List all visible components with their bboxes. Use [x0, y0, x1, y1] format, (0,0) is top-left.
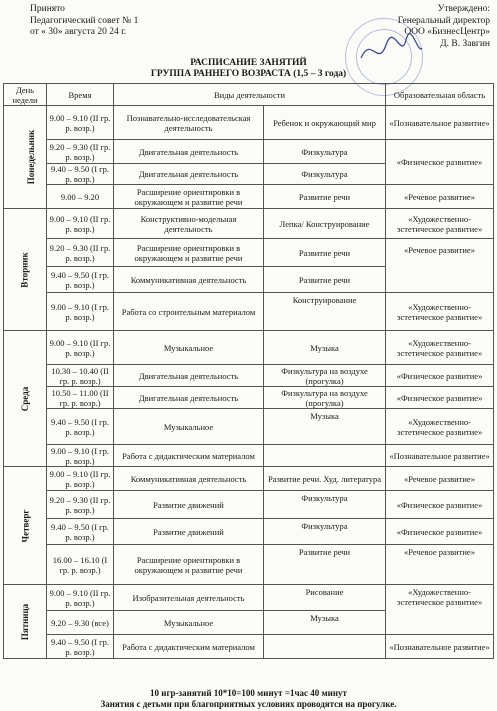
activity-cell: Музыкальное [114, 611, 264, 635]
area-cell: «Художественно-эстетическое развитие» [386, 293, 494, 331]
area-cell: «Физическое развитие» [386, 519, 494, 545]
activity-cell: Коммуникативная деятельность [114, 267, 264, 293]
time-cell: 9.00 – 9.10 (I гр. р. возр.) [47, 293, 114, 331]
table-header-row [4, 84, 494, 106]
activity-cell: Музыкальное [114, 331, 264, 365]
time-cell: 9.00 – 9.20 [47, 185, 114, 209]
subject-cell: Музыка [264, 331, 386, 365]
day-label: Понедельник [26, 129, 37, 185]
area-cell: «Познавательное развитие» [386, 635, 494, 659]
time-cell: 16.00 – 16.10 (I гр. р. возр.) [47, 545, 114, 585]
time-cell: 9.00 – 9.10 (II гр. р. возр.) [47, 467, 114, 491]
schedule-title: РАСПИСАНИЕ ЗАНЯТИЙ [190, 58, 307, 68]
subject-cell: Физкультура на воздухе (прогулка) [264, 387, 386, 409]
table-row [4, 467, 494, 491]
subject-cell: Развитие речи [264, 267, 386, 293]
subject-cell: Развитие речи [264, 185, 386, 209]
subject-cell: Физкультура [264, 164, 386, 185]
header-day: День недели [4, 84, 47, 106]
subject-cell [264, 445, 386, 467]
activity-cell: Работа с дидактическим материалом [114, 445, 264, 467]
time-cell: 9.00 – 9.10 (II гр. р. возр.) [47, 209, 114, 239]
table-row [4, 635, 494, 659]
activity-cell: Расширение ориентировки в окружающем и развитие речи [114, 185, 264, 209]
activity-cell: Музыкальное [114, 409, 264, 445]
header-time: Время [47, 84, 114, 106]
approval-line-2: Педагогический совет № 1 [30, 15, 139, 26]
time-cell: 9.40 – 9.50 (I гр. р. возр.) [47, 409, 114, 445]
subject-cell: Физкультура [264, 519, 386, 545]
time-cell: 9.20 – 9.30 (II гр. р. возр.) [47, 140, 114, 164]
subject-cell: Физкультура [264, 140, 386, 164]
table-row [4, 409, 494, 445]
subject-cell: Ребенок и окружающий мир [264, 106, 386, 140]
table-row [4, 387, 494, 409]
area-cell: «Физическое развитие» [386, 140, 494, 185]
time-cell: 9.40 – 9.50 (I гр. р. возр.) [47, 519, 114, 545]
activity-cell: Познавательно-исследовательская деятельность [114, 106, 264, 140]
area-cell: «Физическое развитие» [386, 491, 494, 519]
footer-note: Занятия с детьми при благоприятных условиях проводятся на прогулке. [100, 699, 397, 709]
area-cell: «Познавательное развитие» [386, 445, 494, 467]
area-cell: «Познавательное развитие» [386, 106, 494, 140]
area-cell: «Художественно-эстетическое развитие» [386, 585, 494, 635]
header-area: Образовательная область [386, 84, 494, 106]
approval-block [30, 4, 138, 39]
approval-line-1: Принято [30, 4, 65, 14]
activity-cell: Двигательная деятельность [114, 140, 264, 164]
table-row [4, 331, 494, 365]
activity-cell: Развитие движений [114, 491, 264, 519]
day-cell-friday [4, 585, 47, 659]
approved-block [390, 4, 490, 50]
activity-cell: Расширение ориентировки в окружающем и развитие речи [114, 239, 264, 267]
subject-cell: Физкультура на воздухе (прогулка) [264, 365, 386, 387]
table-row [4, 185, 494, 209]
subject-cell: Музыка [264, 409, 386, 445]
area-cell: «Речевое развитие» [386, 185, 494, 209]
subject-cell: Развитие речи. Худ. литература [264, 467, 386, 491]
table-row [4, 209, 494, 239]
time-cell: 9.00 – 9.10 (I гр. р. возр.) [47, 445, 114, 467]
table-row [4, 545, 494, 585]
area-cell: «Речевое развитие» [386, 239, 494, 293]
area-cell: «Художественно-эстетическое развитие» [386, 209, 494, 239]
time-cell: 9.00 – 9.10 (II гр. р. возр.) [47, 106, 114, 140]
day-cell-tuesday [4, 209, 47, 331]
activity-cell: Работа со строительным материалом [114, 293, 264, 331]
time-cell: 9.20 – 9.30 (II гр. р. возр.) [47, 491, 114, 519]
table-row [4, 491, 494, 519]
table-row [4, 519, 494, 545]
table-row [4, 106, 494, 140]
footer-summary: 10 игр-занятий 10*10=100 минут =1час 40 минут [150, 688, 347, 698]
table-row [4, 445, 494, 467]
time-cell: 9.00 – 9.10 (II гр. р. возр.) [47, 585, 114, 611]
approved-line-2: Генеральный директор [397, 15, 490, 26]
time-cell: 10.50 – 11.00 (II гр. р. возр.) [47, 387, 114, 409]
time-cell: 9.20 – 9.30 (II гр. р. возр.) [47, 239, 114, 267]
day-label: Вторник [20, 251, 30, 288]
time-cell: 9.20 – 9.30 (все) [47, 611, 114, 635]
subject-cell: Лепка/ Конструирование [264, 209, 386, 239]
area-cell: «Речевое развитие» [386, 545, 494, 585]
table-row [4, 365, 494, 387]
schedule-table [3, 83, 494, 659]
table-row [4, 140, 494, 164]
subject-cell: Рисование [264, 585, 386, 611]
subject-cell: Музыка [264, 611, 386, 635]
schedule-subtitle: ГРУППА РАННЕГО ВОЗРАСТА (1,5 – 3 года) [150, 69, 347, 79]
header-activity: Виды деятельности [114, 84, 386, 106]
activity-cell: Двигательная деятельность [114, 164, 264, 185]
subject-cell: Физкультура [264, 491, 386, 519]
day-cell-thursday [4, 467, 47, 585]
table-row [4, 293, 494, 331]
area-cell: «Художественно-эстетическое развитие» [386, 331, 494, 365]
activity-cell: Двигательная деятельность [114, 365, 264, 387]
approved-line-4: Д. В. Завгин [440, 38, 490, 49]
activity-cell: Конструктивно-модельная деятельность [114, 209, 264, 239]
approved-line-3: ООО «БизнесЦентр» [404, 27, 490, 37]
time-cell: 9.40 – 9.50 (I гр. р. возр.) [47, 267, 114, 293]
time-cell: 9.40 – 9.50 (I гр. р. возр.) [47, 635, 114, 659]
approval-line-3: от « 30» августа 20 24 г. [30, 27, 127, 37]
table-row [4, 585, 494, 611]
day-label: Четверг [20, 509, 30, 542]
activity-cell: Работа с дидактическим материалом [114, 635, 264, 659]
day-cell-wednesday [4, 331, 47, 467]
time-cell: 9.00 – 9.10 (II гр. р. возр.) [47, 331, 114, 365]
subject-cell: Конструирование [264, 293, 386, 331]
area-cell: «Физическое развитие» [386, 387, 494, 409]
area-cell: «Физическое развитие» [386, 365, 494, 387]
activity-cell: Двигательная деятельность [114, 387, 264, 409]
day-label: Пятница [19, 603, 30, 640]
area-cell: «Художественно-эстетическое развитие» [386, 409, 494, 445]
subject-cell [264, 635, 386, 659]
time-cell: 9.40 – 9.50 (I гр. р. возр.) [47, 164, 114, 185]
activity-cell: Коммуникативная деятельность [114, 467, 264, 491]
table-row [4, 239, 494, 267]
approved-line-1: Утверждено: [437, 4, 490, 14]
activity-cell: Изобразительная деятельность [114, 585, 264, 611]
subject-cell: Развитие речи [264, 239, 386, 267]
activity-cell: Расширение ориентировки в окружающем и развитие речи [114, 545, 264, 585]
subject-cell: Развитие речи [264, 545, 386, 585]
area-cell: «Речевое развитие» [386, 467, 494, 491]
day-cell-monday [4, 106, 47, 209]
day-label: Среда [20, 386, 30, 411]
time-cell: 10.30 – 10.40 (II гр. р. возр.) [47, 365, 114, 387]
activity-cell: Развитие движений [114, 519, 264, 545]
